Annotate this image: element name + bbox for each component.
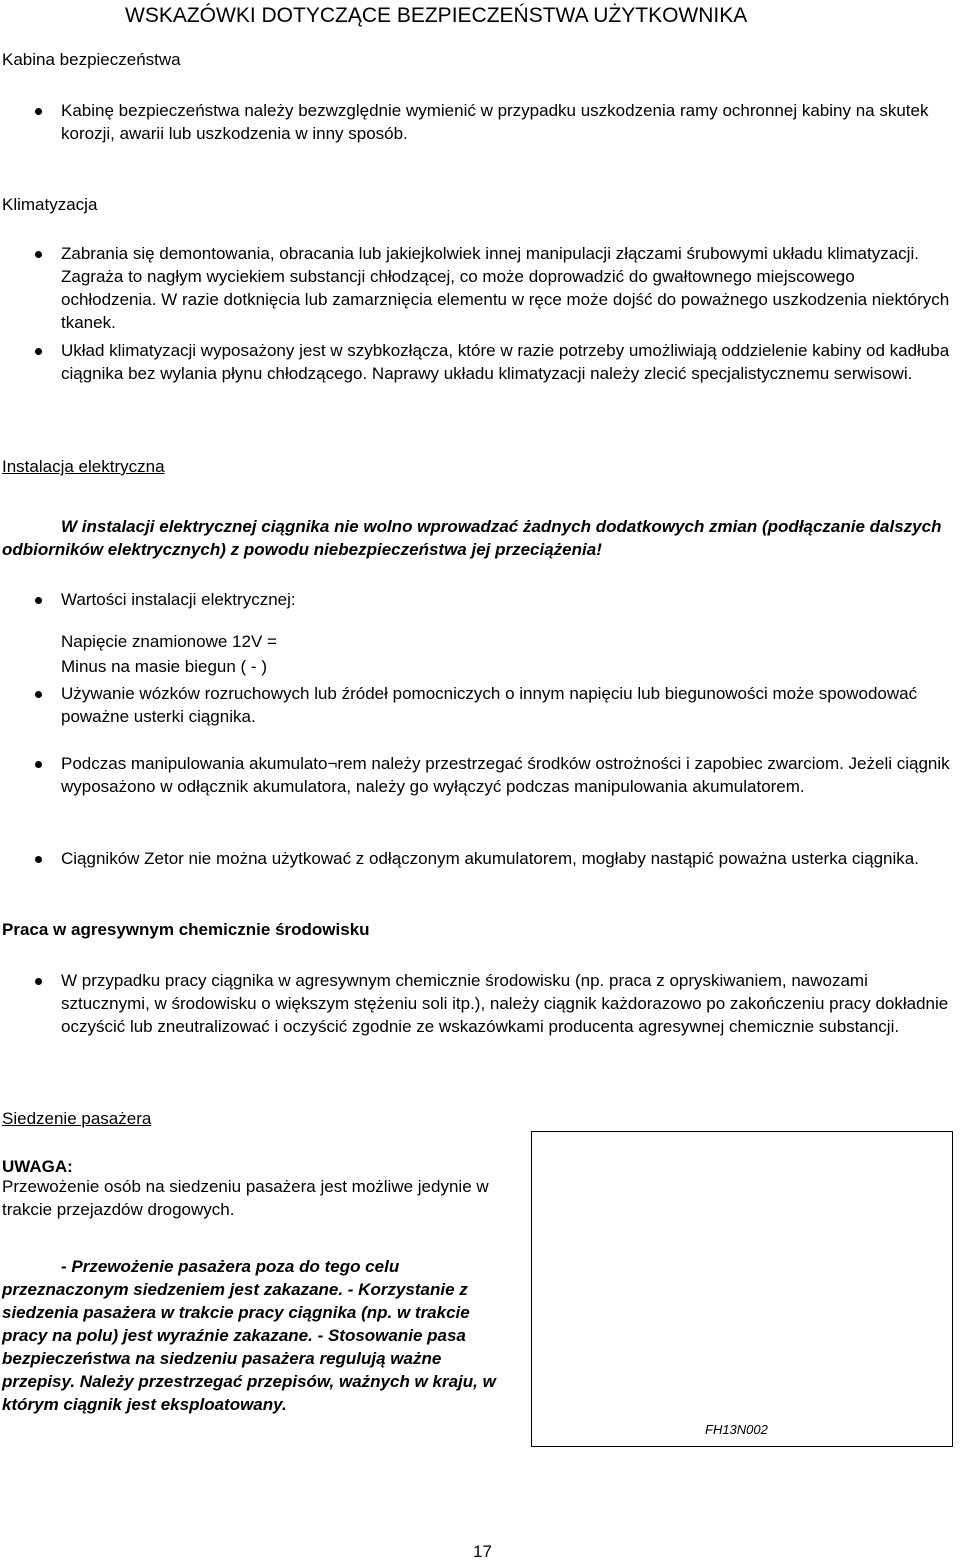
bullet-text: Ciągników Zetor nie można użytkować z odłączonym akumulatorem, mogłaby nastąpić poważna usterka ciągnika. (61, 849, 919, 868)
bullet-text: Kabinę bezpieczeństwa należy bezwzględnie wymienić w przypadku uszkodzenia ramy ochronnej kabiny na skutek korozji, awarii lub uszkodzenia w inny sposób. (61, 101, 929, 143)
bullet-icon (35, 597, 42, 604)
figure-image-frame (531, 1131, 953, 1447)
bullet-icon (35, 691, 42, 698)
document-title: WSKAZÓWKI DOTYCZĄCE BEZPIECZEŃSTWA UŻYTKOWNIKA (125, 4, 748, 27)
section-heading-cabin: Kabina bezpieczeństwa (2, 50, 181, 69)
bullet-icon (35, 348, 42, 355)
bullet-text: Wartości instalacji elektrycznej: (61, 590, 296, 609)
list-item (0, 969, 950, 1038)
list-item (0, 752, 950, 798)
list-item (0, 682, 950, 728)
bullet-text: Zabrania się demontowania, obracania lub jakiejkolwiek innej manipulacji złączami śrubowymi układu klimatyzacji. Zagraża to nagłym wyciekiem substancji chłodzącej, co może doprowadzić do gwałtownego miejscowego ochłodzenia. W razie dotknięcia lub zamarznięcia elementu w ręce może dojść do poważnego uszkodzenia niektórych tkanek. (61, 244, 950, 332)
section-heading-chemical: Praca w agresywnym chemicznie środowisku (2, 920, 370, 939)
polarity-value: Minus na masie biegun ( - ) (61, 657, 267, 676)
voltage-value: Napięcie znamionowe 12V = (61, 632, 277, 651)
bullet-icon (35, 761, 42, 768)
bullet-text: W przypadku pracy ciągnika w agresywnym chemicznie środowisku (np. praca z opryskiwaniem, nawozami sztucznymi, w środowisku o większym stężeniu soli itp.), należy ciągnik każdorazowo po zakończeniu pracy dokładnie oczyścić lub zneutralizować i oczyścić zgodnie ze wskazówkami producenta agresywnej chemicznie substancji. (61, 971, 949, 1036)
page-number: 17 (473, 1542, 492, 1561)
list-item (0, 588, 950, 611)
notice-label: UWAGA: (2, 1157, 73, 1176)
bullet-icon (35, 978, 42, 985)
bullet-icon (35, 108, 42, 115)
section-heading-passenger: Siedzenie pasażera (2, 1109, 152, 1128)
bullet-text: Podczas manipulowania akumulato¬rem należy przestrzegać środków ostrożności i zapobiec zwarciom. Jeżeli ciągnik wyposażono w odłącznik akumulatora, należy go wyłączyć podczas manipulowania akumulatorem. (61, 754, 950, 796)
list-item (0, 339, 950, 385)
bullet-text: Układ klimatyzacji wyposażony jest w szybkozłącza, które w razie potrzeby umożliwiają oddzielenie kabiny od kadłuba ciągnika bez wylania płynu chłodzącego. Naprawy układu klimatyzacji należy zlecić specjalistycznemu serwisowi. (61, 341, 950, 383)
bullet-icon (35, 856, 42, 863)
list-item (0, 99, 950, 145)
list-item (0, 847, 950, 870)
list-item (0, 242, 950, 334)
passenger-warnings: - Przewożenie pasażera poza do tego celu przeznaczonym siedzeniem jest zakazane. - Korzystanie z siedzenia pasażera w trakcie pracy ciągnika (np. w trakcie pracy na polu) jest wyraźnie zakazane. - Stosowanie pasa bezpieczeństwa na siedzeniu pasażera regulują ważne przepisy. Należy przestrzegać przepisów, ważnych w kraju, w którym ciągnik jest eksploatowany. (2, 1257, 496, 1414)
bullet-icon (35, 251, 42, 258)
figure-code: FH13N002 (705, 1422, 768, 1437)
section-heading-electrical: Instalacja elektryczna (2, 457, 165, 476)
bullet-text: Używanie wózków rozruchowych lub źródeł pomocniczych o innym napięciu lub biegunowości może spowodować poważne usterki ciągnika. (61, 684, 918, 726)
electrical-warning: W instalacji elektrycznej ciągnika nie wolno wprowadzać żadnych dodatkowych zmian (podłączanie dalszych odbiorników elektrycznych) z powodu niebezpieczeństwa jej przeciążenia! (2, 517, 942, 559)
notice-text: Przewożenie osób na siedzeniu pasażera jest możliwe jedynie w trakcie przejazdów drogowych. (2, 1177, 489, 1219)
section-heading-ac: Klimatyzacja (2, 195, 98, 214)
